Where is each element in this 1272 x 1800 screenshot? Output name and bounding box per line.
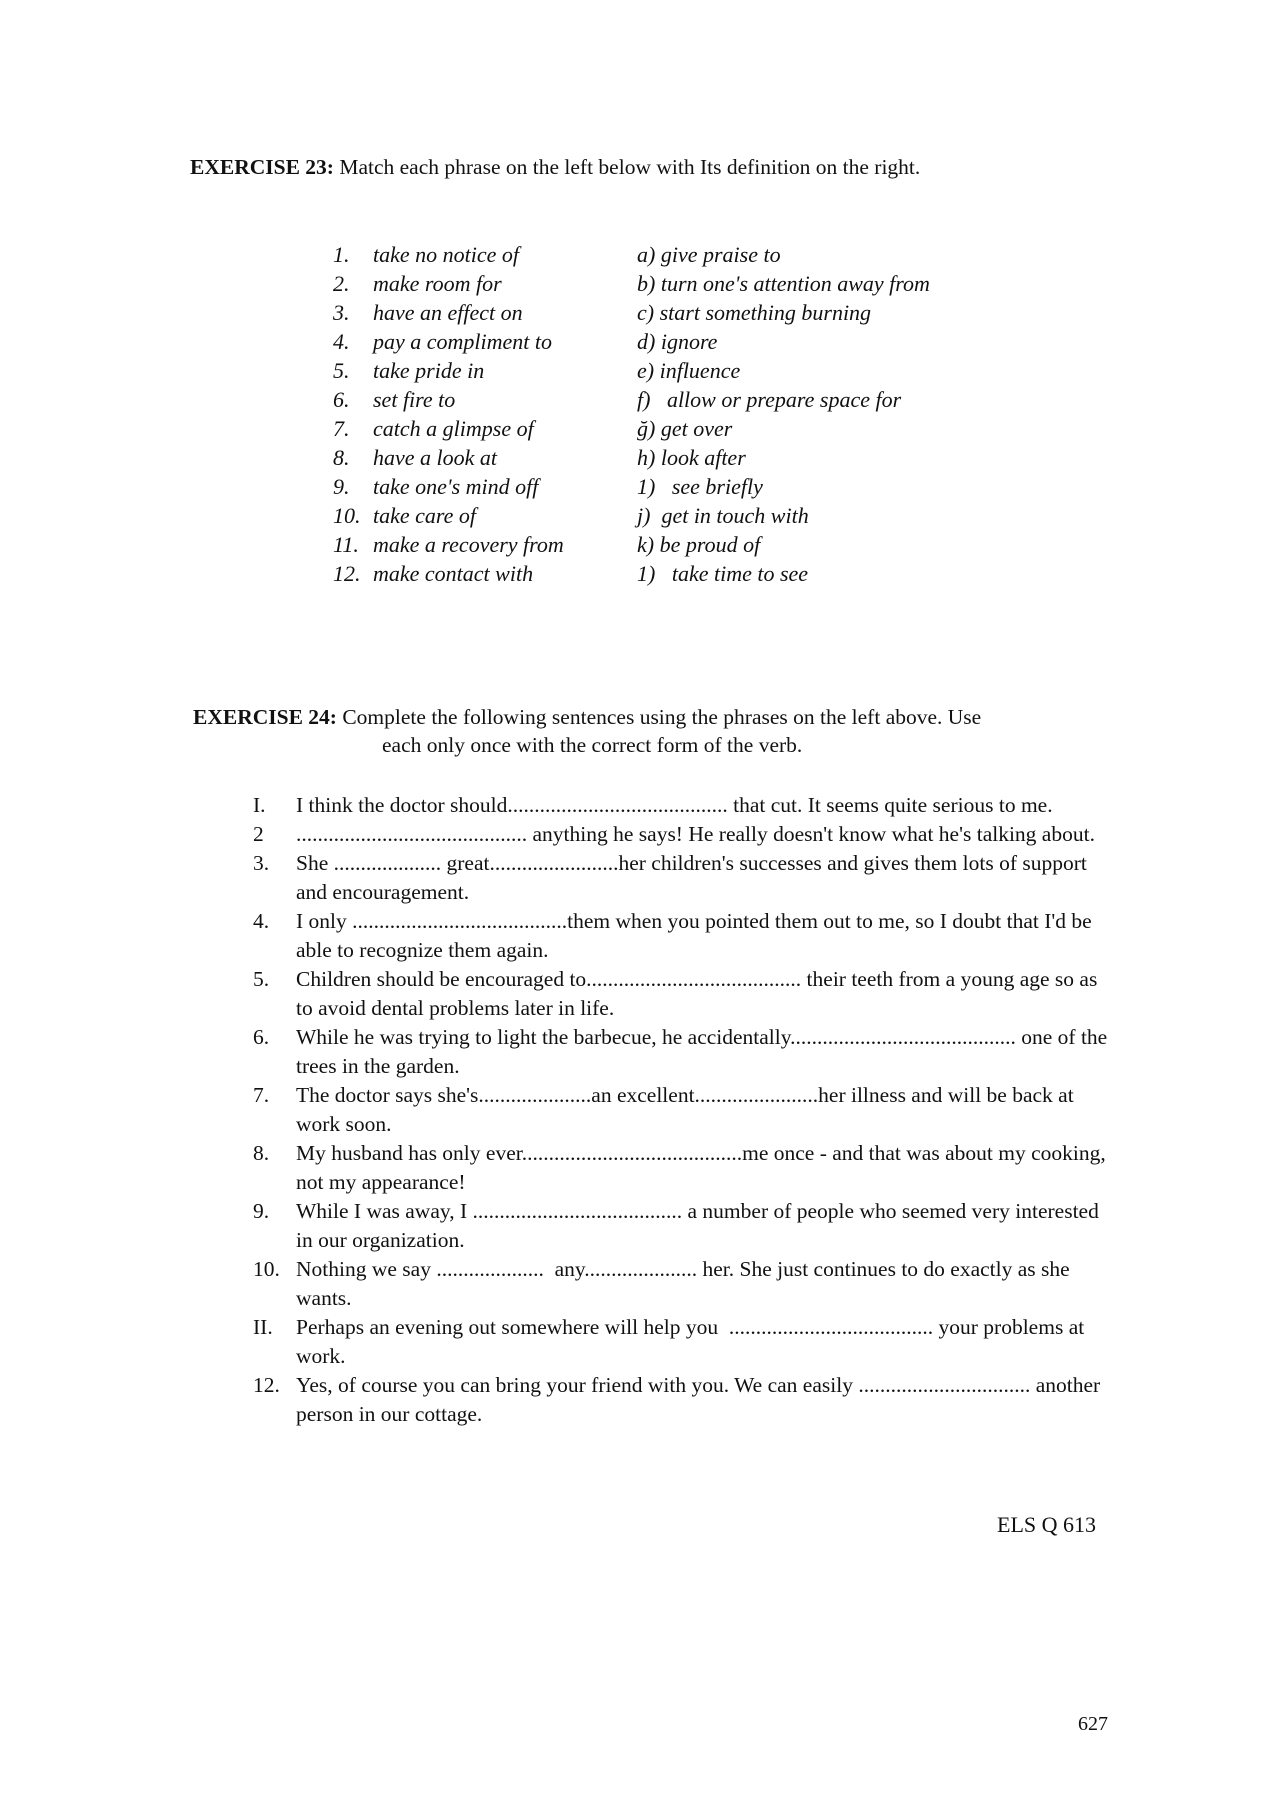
- sentence-number: 4.: [253, 909, 270, 933]
- sentence-number: II.: [253, 1315, 273, 1339]
- exercise-24-instruction: Complete the following sentences using the phrases on the left above. Use: [342, 705, 982, 729]
- phrase-list: [333, 240, 633, 588]
- sentence-item: [253, 1139, 1108, 1197]
- sentence-item: [253, 907, 1108, 965]
- phrase-item: [333, 385, 633, 414]
- definition-item: j) get in touch with: [637, 503, 809, 528]
- phrase-text: take no notice of: [373, 242, 520, 267]
- sentence-number: 5.: [253, 967, 270, 991]
- phrase-item: [333, 269, 633, 298]
- phrase-number: 8.: [333, 445, 350, 470]
- sentence-list: [253, 791, 1108, 1429]
- phrase-number: 6.: [333, 387, 350, 412]
- sentence-text: My husband has only ever.........................................me once - and that was about my cooking, not my appearance!: [296, 1141, 1106, 1194]
- definition-item: 1) take time to see: [637, 561, 809, 586]
- exercise-24-instruction-continued: each only once with the correct form of the verb.: [382, 733, 803, 757]
- definition-item: ğ) get over: [637, 416, 733, 441]
- phrase-text: set fire to: [373, 387, 456, 412]
- phrase-item: [333, 472, 633, 501]
- definition-item: d) ignore: [637, 329, 718, 354]
- definition-item: h) look after: [637, 445, 746, 470]
- phrase-text: have a look at: [373, 445, 498, 470]
- sentence-number: 7.: [253, 1083, 270, 1107]
- sentence-text: I think the doctor should......................................... that cut. It seems quite serious to me.: [296, 793, 1053, 817]
- sentence-item: [253, 965, 1108, 1023]
- sentence-text: The doctor says she's.....................an excellent.......................her illness and will be back at work soon.: [296, 1083, 1074, 1136]
- exercise-24-label: EXERCISE 24:: [193, 705, 337, 729]
- definition-item: 1) see briefly: [637, 474, 763, 499]
- phrase-number: 9.: [333, 474, 350, 499]
- definition-list: [637, 240, 1057, 588]
- sentence-text: ........................................... anything he says! He really doesn't know what he's talking about.: [296, 822, 1095, 846]
- sentence-item: [253, 1197, 1108, 1255]
- sentence-text: Nothing we say .................... any..................... her. She just continues to do exactly as she wants.: [296, 1257, 1070, 1310]
- phrase-text: make a recovery from: [373, 532, 564, 557]
- phrase-text: pay a compliment to: [373, 329, 553, 354]
- sentence-text: Yes, of course you can bring your friend with you. We can easily ................................ another person in our cottage.: [296, 1373, 1101, 1426]
- phrase-number: 7.: [333, 416, 350, 441]
- exercise-24-heading: [193, 703, 981, 731]
- exercise-23-instruction: Match each phrase on the left below with Its definition on the right.: [339, 155, 921, 179]
- sentence-number: 10.: [253, 1257, 280, 1281]
- sentence-number: 8.: [253, 1141, 270, 1165]
- page-number: 627: [1078, 1713, 1108, 1735]
- phrase-number: 12.: [333, 561, 361, 586]
- phrase-number: 11.: [333, 532, 359, 557]
- definition-item: c) start something burning: [637, 300, 872, 325]
- phrase-item: [333, 327, 633, 356]
- phrase-item: [333, 298, 633, 327]
- phrase-text: take one's mind off: [373, 474, 539, 499]
- sentence-item: [253, 1313, 1108, 1371]
- phrase-item: [333, 443, 633, 472]
- phrase-text: take care of: [373, 503, 477, 528]
- sentence-text: Children should be encouraged to........................................ their teeth from a young age so as to avoid dental problems later in life.: [296, 967, 1098, 1020]
- sentence-text: Perhaps an evening out somewhere will help you ...................................... your problems at work.: [296, 1315, 1085, 1368]
- phrase-number: 4.: [333, 329, 350, 354]
- phrase-item: [333, 559, 633, 588]
- sentence-number: 2: [253, 822, 264, 846]
- phrase-number: 3.: [333, 300, 350, 325]
- exercise-23-label: EXERCISE 23:: [190, 155, 334, 179]
- phrase-text: have an effect on: [373, 300, 523, 325]
- phrase-item: [333, 501, 633, 530]
- sentence-item: [253, 849, 1108, 907]
- phrase-number: 2.: [333, 271, 350, 296]
- sentence-item: [253, 1081, 1108, 1139]
- sentence-number: 12.: [253, 1373, 280, 1397]
- phrase-text: make room for: [373, 271, 502, 296]
- definition-item: e) influence: [637, 358, 741, 383]
- sentence-item: [253, 1255, 1108, 1313]
- phrase-item: [333, 240, 633, 269]
- sentence-text: She .................... great........................her children's successes and gives them lots of support and encouragement.: [296, 851, 1087, 904]
- phrase-item: [333, 530, 633, 559]
- phrase-text: make contact with: [373, 561, 534, 586]
- definition-item: f) allow or prepare space for: [637, 387, 902, 412]
- sentence-text: I only ........................................them when you pointed them out to me, so I doubt that I'd be able to recognize them again.: [296, 909, 1092, 962]
- phrase-item: [333, 356, 633, 385]
- sentence-item: [253, 1023, 1108, 1081]
- sentence-number: I.: [253, 793, 266, 817]
- phrase-number: 1.: [333, 242, 350, 267]
- definition-item: a) give praise to: [637, 242, 781, 267]
- sentence-number: 6.: [253, 1025, 270, 1049]
- document-code: ELS Q 613: [997, 1512, 1096, 1537]
- definition-item: b) turn one's attention away from: [637, 271, 930, 296]
- sentence-item: [253, 820, 1108, 849]
- sentence-number: 9.: [253, 1199, 270, 1223]
- exercise-23-heading: [190, 153, 920, 181]
- sentence-text: While I was away, I ....................................... a number of people who seemed very interested in our organization.: [296, 1199, 1099, 1252]
- phrase-text: catch a glimpse of: [373, 416, 534, 441]
- phrase-item: [333, 414, 633, 443]
- phrase-number: 10.: [333, 503, 361, 528]
- sentence-item: [253, 1371, 1108, 1429]
- definition-item: k) be proud of: [637, 532, 761, 557]
- phrase-number: 5.: [333, 358, 350, 383]
- sentence-text: While he was trying to light the barbecue, he accidentally.......................................... one of the trees in the garden.: [296, 1025, 1108, 1078]
- sentence-number: 3.: [253, 851, 270, 875]
- phrase-text: take pride in: [373, 358, 485, 383]
- sentence-item: [253, 791, 1108, 820]
